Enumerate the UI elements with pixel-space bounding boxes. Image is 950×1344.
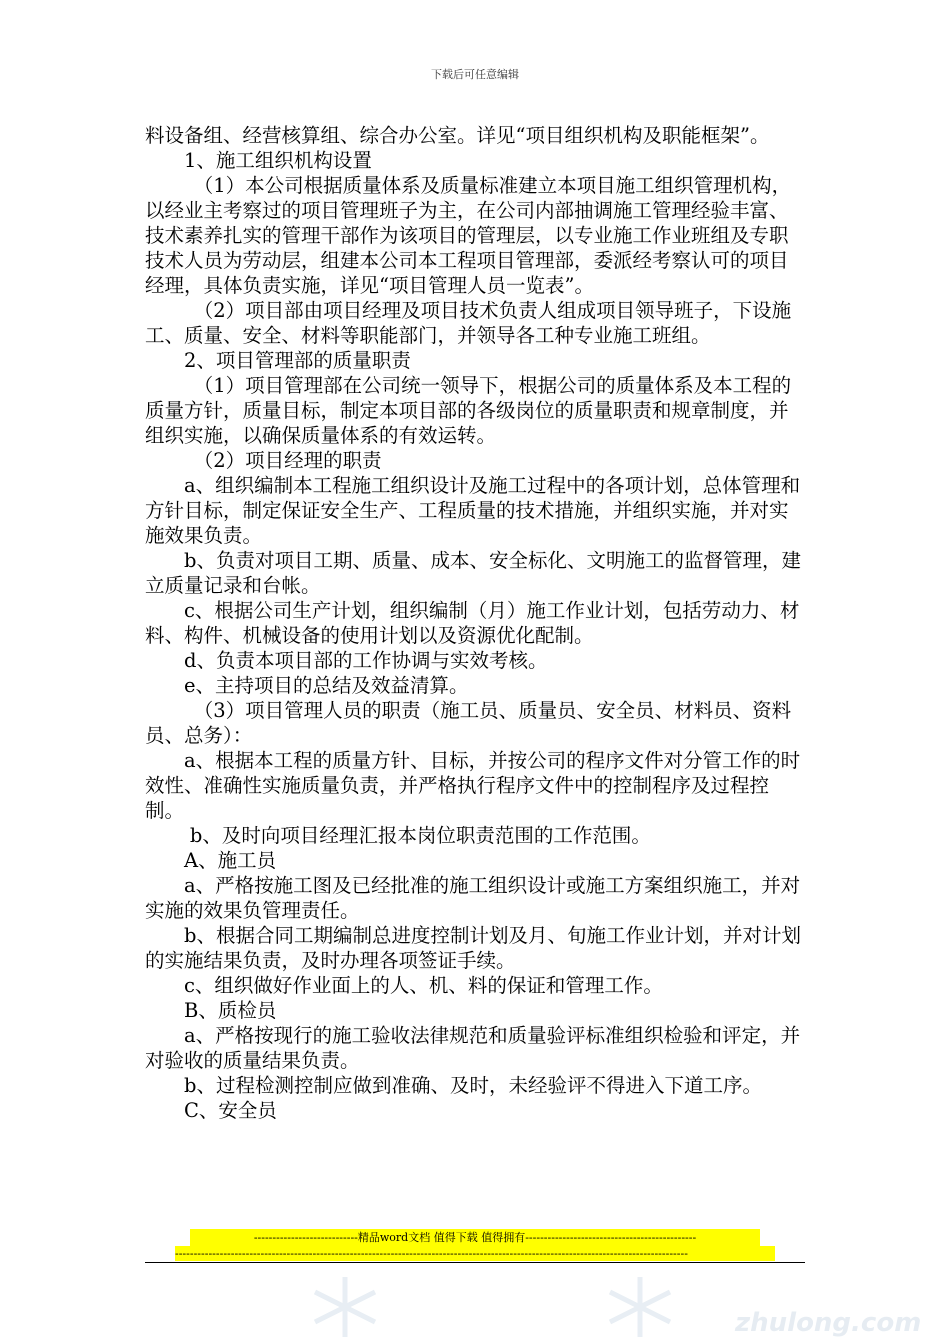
snowflake-logo-icon — [305, 1272, 385, 1342]
header-note: 下载后可任意编辑 — [431, 68, 519, 81]
paragraph: c、组织做好作业面上的人、机、料的保证和管理工作。 — [184, 974, 663, 997]
paragraph: 1、施工组织机构设置 — [184, 149, 372, 172]
footer-dash-line: ------------------------------------------------------------------------------------------------------------------------------------------ — [175, 1246, 775, 1261]
paragraph: （2）项目经理的职责 — [193, 449, 382, 472]
watermark-text: zhulong.com — [735, 1308, 922, 1338]
paragraph: d、负责本项目部的工作协调与实效考核。 — [184, 649, 548, 672]
paragraph: b、根据合同工期编制总进度控制计划及月、旬施工作业计划，并对计划的实施结果负责，及时办理各项签证手续。 — [145, 924, 801, 972]
paragraph: （2）项目部由项目经理及项目技术负责人组成项目领导班子，下设施工、质量、安全、材料等职能部门，并领导各工种专业施工班组。 — [145, 299, 792, 347]
paragraph: （1）本公司根据质量体系及质量标准建立本项目施工组织管理机构，以经业主考察过的项目管理班子为主，在公司内部抽调施工管理经验丰富、技术素养扎实的管理干部作为该项目的管理层，以专业施工作业班组及专职技术人员为劳动层，组建本公司本工程项目管理部，委派经考察认可的项目经理，具体负责实施，详见“项目管理人员一览表”。 — [145, 174, 792, 297]
snowflake-logo-icon — [600, 1272, 680, 1342]
paragraph: B、质检员 — [184, 999, 277, 1022]
paragraph: （1）项目管理部在公司统一领导下，根据公司的质量体系及本工程的质量方针，质量目标，制定本项目部的各级岗位的质量职责和规章制度，并组织实施，以确保质量体系的有效运转。 — [145, 374, 792, 447]
document-body — [145, 123, 805, 1123]
paragraph: a、严格按现行的施工验收法律规范和质量验评标准组织检验和评定，并对验收的质量结果负责。 — [145, 1024, 801, 1072]
paragraph: b、负责对项目工期、质量、成本、安全标化、文明施工的监督管理，建立质量记录和台帐。 — [145, 549, 801, 597]
paragraph: （3）项目管理人员的职责（施工员、质量员、安全员、材料员、资料员、总务）： — [145, 699, 792, 747]
paragraph: b、及时向项目经理汇报本岗位职责范围的工作范围。 — [189, 824, 651, 847]
paragraph: 2、项目管理部的质量职责 — [184, 349, 411, 372]
paragraph: c、根据公司生产计划，组织编制（月）施工作业计划，包括劳动力、材料、构件、机械设备的使用计划以及资源优化配制。 — [145, 599, 800, 647]
paragraph: a、严格按施工图及已经批准的施工组织设计或施工方案组织施工，并对实施的效果负管理责任。 — [145, 874, 801, 922]
paragraph: b、过程检测控制应做到准确、及时，未经验评不得进入下道工序。 — [184, 1074, 762, 1097]
paragraph: a、组织编制本工程施工组织设计及施工过程中的各项计划，总体管理和方针目标，制定保证安全生产、工程质量的技术措施，并组织实施，并对实施效果负责。 — [145, 474, 801, 547]
footer-banner: ----------------------------精品word文档 值得下载 值得拥有---------------------------------------------- — [190, 1229, 760, 1246]
paragraph: e、主持项目的总结及效益清算。 — [184, 674, 469, 697]
footer-rule — [145, 1262, 805, 1263]
paragraph: C、安全员 — [184, 1099, 277, 1122]
paragraph: a、根据本工程的质量方针、目标，并按公司的程序文件对分管工作的时效性、准确性实施质量负责，并严格执行程序文件中的控制程序及过程控制。 — [145, 749, 801, 822]
paragraph: A、施工员 — [184, 849, 277, 872]
paragraph: 料设备组、经营核算组、综合办公室。详见“项目组织机构及职能框架”。 — [145, 124, 770, 147]
